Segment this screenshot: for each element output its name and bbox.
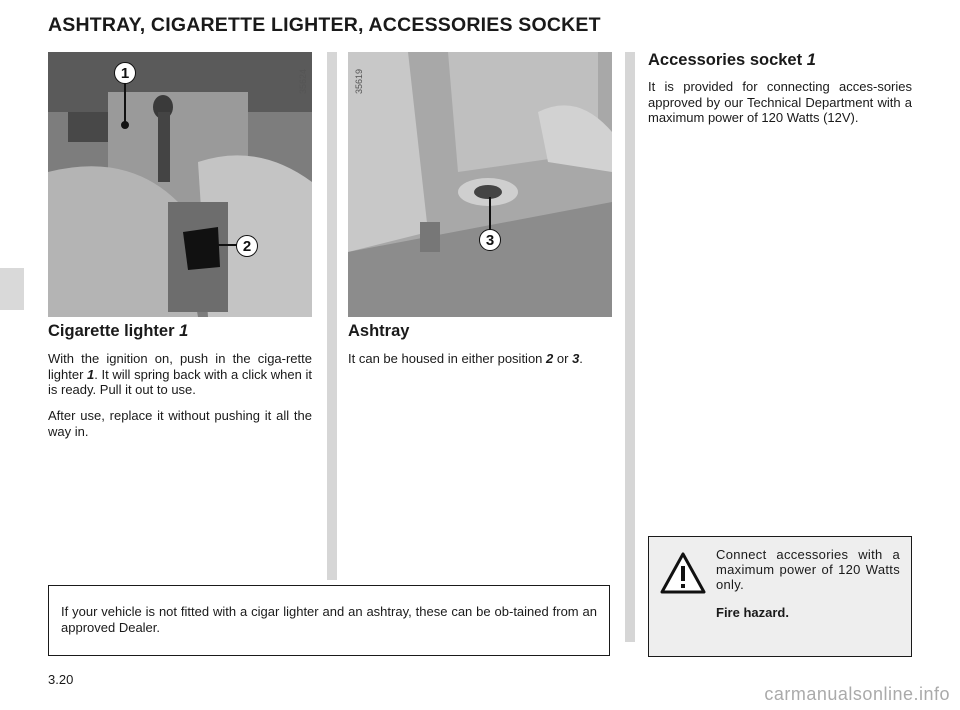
warning-text: Connect accessories with a maximum power of 120 Watts only. (716, 547, 900, 592)
heading-ashtray: Ashtray (348, 322, 410, 340)
column-divider-2 (625, 52, 635, 642)
page-number: 3.20 (48, 672, 74, 687)
photo-code: 35624 (298, 68, 308, 94)
warning-triangle-icon (659, 551, 707, 595)
notice-text: If your vehicle is not fitted with a cigar lighter and an ashtray, these can be ob-tained from an approved Dealer. (61, 604, 597, 635)
accessories-socket-description: It is provided for connecting acces-sories approved by our Technical Department with a maximum power of 120 Watts (12V). (648, 79, 912, 125)
heading-accessories-socket: Accessories socket 1 (648, 51, 816, 69)
warning-fire-hazard: Fire hazard. (716, 605, 789, 620)
callout-3: 3 (479, 229, 501, 251)
column-divider-1 (327, 52, 337, 580)
notice-box (48, 585, 610, 656)
photo-code: 35619 (354, 68, 364, 94)
callout-2: 2 (236, 235, 258, 257)
watermark: carmanualsonline.info (764, 684, 950, 704)
heading-cigarette-lighter: Cigarette lighter 1 (48, 322, 189, 340)
cigarette-lighter-instructions: With the ignition on, push in the ciga-rette lighter 1. It will spring back with a click when it is ready. Pull it out to use. (48, 351, 312, 397)
callout-1: 1 (114, 62, 136, 84)
warning-box (648, 536, 912, 657)
chapter-tab (0, 268, 24, 310)
photo-ashtray (348, 52, 612, 317)
photo-cigarette-lighter (48, 52, 312, 317)
ashtray-instructions: It can be housed in either position 2 or 3. (348, 351, 583, 366)
page-title: ASHTRAY, CIGARETTE LIGHTER, ACCESSORIES SOCKET (48, 14, 601, 36)
cigarette-lighter-after-use: After use, replace it without pushing it all the way in. (48, 408, 312, 439)
